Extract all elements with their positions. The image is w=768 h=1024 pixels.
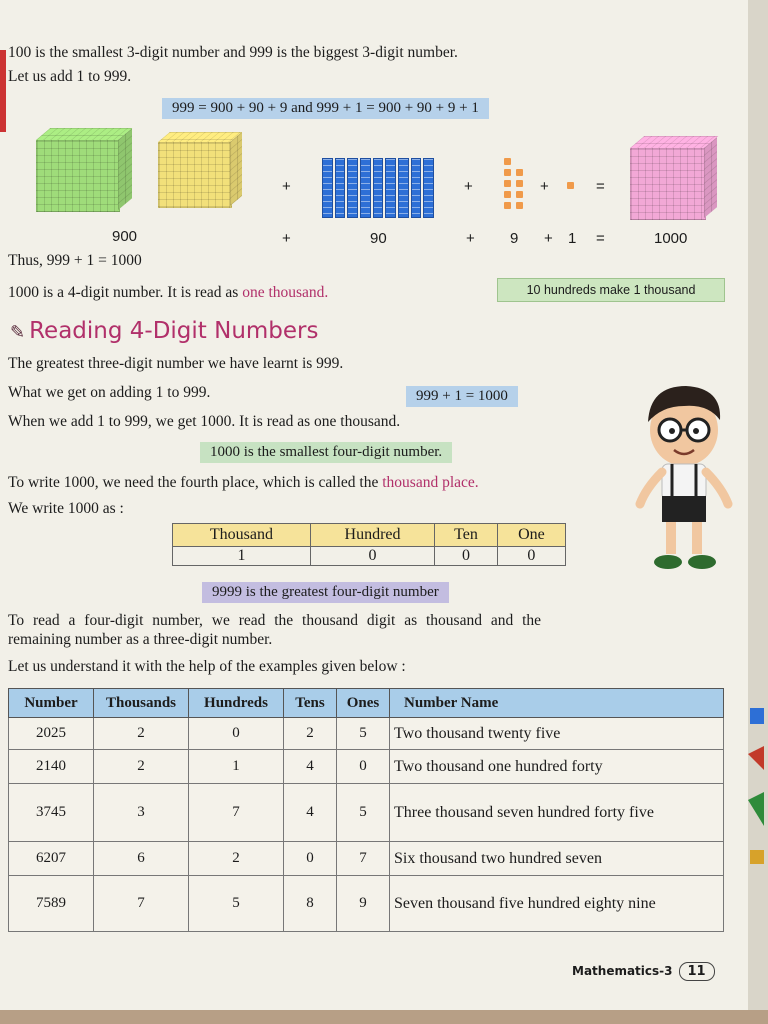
header-tens: Tens — [284, 689, 337, 718]
cell-thousands: 2 — [94, 718, 189, 750]
cell-hundreds: 7 — [189, 784, 284, 842]
plus-sign-1: + — [282, 178, 291, 195]
cell-number: 3745 — [9, 784, 94, 842]
red-margin-mark — [0, 50, 6, 132]
note-box: 10 hundreds make 1 thousand — [497, 278, 725, 302]
cell-hundreds: 5 — [189, 876, 284, 932]
header-ones: Ones — [337, 689, 390, 718]
explain-line-3: Let us understand it with the help of the examples given below : — [8, 658, 406, 675]
place-header-ten: Ten — [435, 524, 498, 547]
hundreds-block-green — [36, 128, 136, 212]
label-plus-2: + — [466, 230, 475, 247]
label-plus-3: + — [544, 230, 553, 247]
plus-sign-3: + — [540, 178, 549, 195]
cell-thousands: 2 — [94, 750, 189, 784]
sum-box: 999 + 1 = 1000 — [406, 386, 518, 407]
cell-tens: 8 — [284, 876, 337, 932]
tens-rods — [322, 158, 434, 218]
cell-number-name: Six thousand two hundred seven — [390, 842, 724, 876]
place-value-hundred: 0 — [310, 547, 434, 566]
label-90: 90 — [370, 230, 387, 247]
pencil-icon: ✎ — [10, 322, 26, 343]
header-number-name: Number Name — [390, 689, 724, 718]
plus-sign-2: + — [464, 178, 473, 195]
para-1: The greatest three-digit number we have learnt is 999. — [8, 355, 344, 372]
cell-ones: 0 — [337, 750, 390, 784]
cell-ones: 9 — [337, 876, 390, 932]
label-plus-1: + — [282, 230, 291, 247]
label-1: 1 — [568, 230, 577, 247]
explain-line-2: remaining number as a three-digit number. — [8, 631, 273, 648]
place-value-one: 0 — [497, 547, 565, 566]
place-value-table — [172, 523, 566, 566]
examples-table — [8, 688, 724, 932]
place-header-one: One — [497, 524, 565, 547]
para-4: To write 1000, we need the fourth place, which is called the thousand place. — [8, 474, 479, 491]
place-value-ten: 0 — [435, 547, 498, 566]
label-1000: 1000 — [654, 230, 688, 247]
cell-tens: 2 — [284, 718, 337, 750]
cell-ones: 5 — [337, 784, 390, 842]
intro-line-1: 100 is the smallest 3-digit number and 999 is the biggest 3-digit number. — [8, 44, 458, 61]
section-heading: ✎ Reading 4-Digit Numbers — [10, 318, 319, 344]
equals-sign: = — [596, 178, 605, 195]
explain-line-1: To read a four-digit number, we read the thousand digit as thousand and the — [8, 612, 542, 629]
cell-thousands: 3 — [94, 784, 189, 842]
cell-hundreds: 0 — [189, 718, 284, 750]
cell-number: 7589 — [9, 876, 94, 932]
header-hundreds: Hundreds — [189, 689, 284, 718]
label-equals: = — [596, 230, 605, 247]
place-header-hundred: Hundred — [310, 524, 434, 547]
cell-ones: 5 — [337, 718, 390, 750]
cell-hundreds: 2 — [189, 842, 284, 876]
thus-line: Thus, 999 + 1 = 1000 — [8, 252, 142, 269]
greatest-box: 9999 is the greatest four-digit number — [202, 582, 449, 603]
cell-tens: 4 — [284, 784, 337, 842]
cell-number-name: Two thousand twenty five — [390, 718, 724, 750]
header-thousands: Thousands — [94, 689, 189, 718]
page-footer — [572, 962, 715, 981]
smallest-box: 1000 is the smallest four-digit number. — [200, 442, 452, 463]
cell-number: 6207 — [9, 842, 94, 876]
table-row — [9, 718, 724, 750]
table-row — [9, 784, 724, 842]
para-5: We write 1000 as : — [8, 500, 124, 517]
four-digit-line: 1000 is a 4-digit number. It is read as one thousand. — [8, 284, 329, 301]
place-value-thousand: 1 — [173, 547, 311, 566]
thousand-block — [630, 136, 722, 220]
cell-number-name: Seven thousand five hundred eighty nine — [390, 876, 724, 932]
cell-number-name: Three thousand seven hundred forty five — [390, 784, 724, 842]
hundreds-block-yellow — [158, 132, 248, 210]
cell-hundreds: 1 — [189, 750, 284, 784]
page-number: 11 — [679, 962, 715, 981]
para-3: When we add 1 to 999, we get 1000. It is read as one thousand. — [8, 413, 401, 430]
label-9: 9 — [510, 230, 519, 247]
cell-thousands: 7 — [94, 876, 189, 932]
one-cube — [567, 182, 574, 189]
table-row — [9, 842, 724, 876]
cell-number: 2025 — [9, 718, 94, 750]
para-2: What we get on adding 1 to 999. — [8, 384, 211, 401]
label-900: 900 — [112, 228, 138, 245]
table-row — [9, 876, 724, 932]
cell-ones: 7 — [337, 842, 390, 876]
intro-line-2: Let us add 1 to 999. — [8, 68, 132, 85]
cell-number-name: Two thousand one hundred forty — [390, 750, 724, 784]
boy-illustration — [628, 378, 740, 578]
footer-subject: Mathematics-3 — [572, 964, 673, 978]
header-number: Number — [9, 689, 94, 718]
cell-tens: 0 — [284, 842, 337, 876]
table-row — [9, 750, 724, 784]
cell-tens: 4 — [284, 750, 337, 784]
page-bottom-edge — [0, 1010, 768, 1024]
cell-number: 2140 — [9, 750, 94, 784]
cell-thousands: 6 — [94, 842, 189, 876]
decorative-shapes — [746, 700, 766, 900]
equation-box: 999 = 900 + 90 + 9 and 999 + 1 = 900 + 90 + 9 + 1 — [162, 98, 489, 119]
place-header-thousand: Thousand — [173, 524, 311, 547]
